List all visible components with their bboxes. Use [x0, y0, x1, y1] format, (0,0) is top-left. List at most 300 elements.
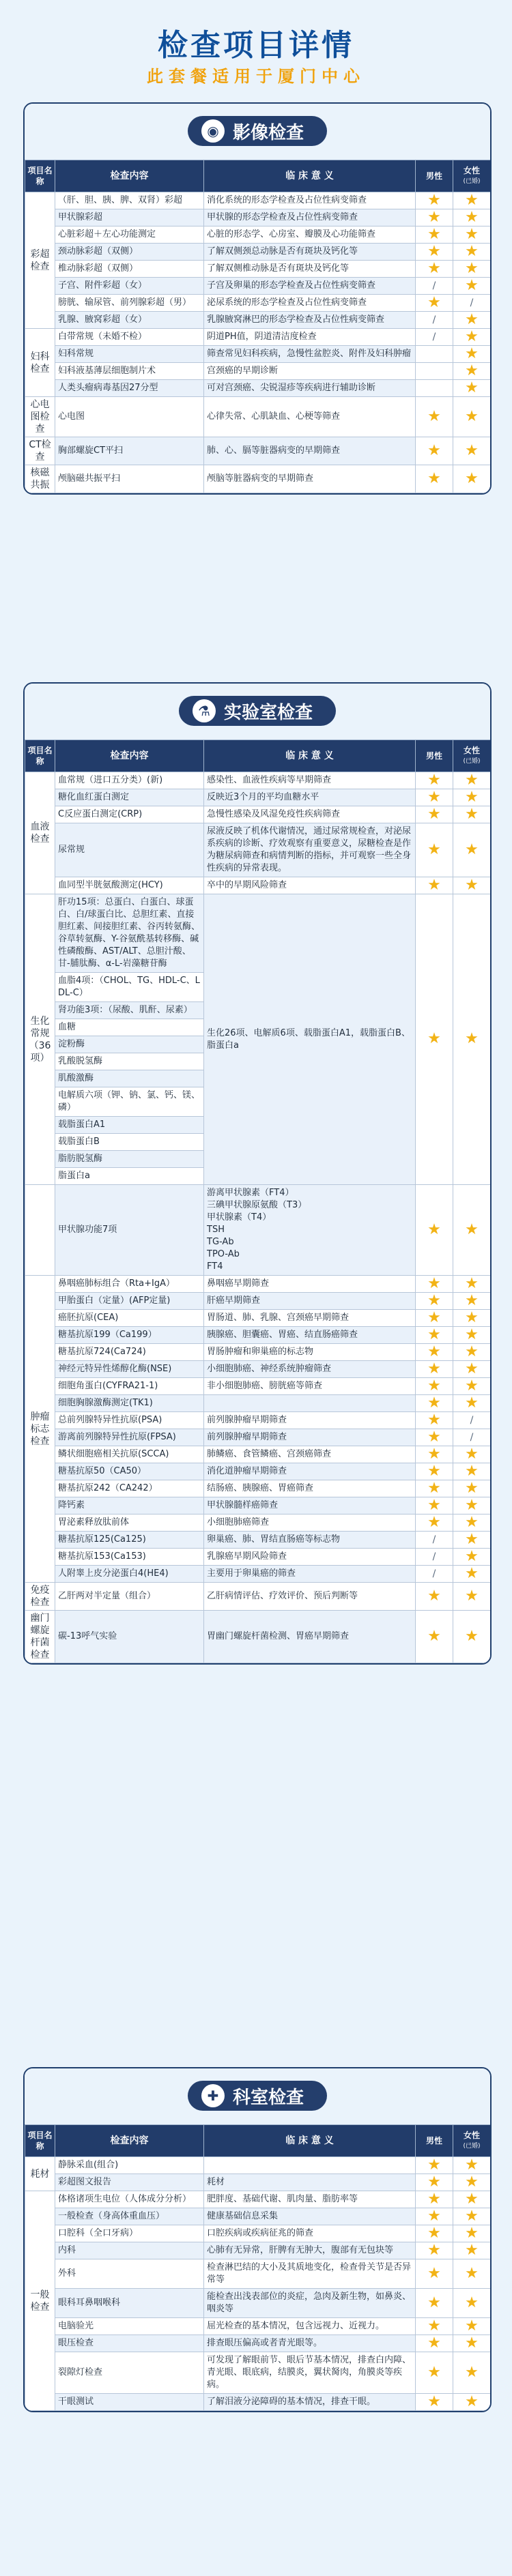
- meaning-cell: 肥胖度、基础代谢、肌肉量、脂肪率等: [204, 2191, 416, 2208]
- table-row: [25, 397, 491, 437]
- star-icon: ★: [465, 1530, 479, 1548]
- meaning-cell: 胃肠道、肺、乳腺、宫颈癌早期筛查: [204, 1310, 416, 1327]
- table-row: [25, 1344, 491, 1361]
- meaning-cell: 胃幽门螺旋杆菌检测、胃癌早期筛查: [204, 1611, 416, 1663]
- section-title: 实验室检查: [223, 702, 313, 723]
- table-row: [25, 1327, 491, 1344]
- star-icon: ★: [427, 1360, 441, 1377]
- table-row: [25, 244, 491, 261]
- department-section: [23, 2067, 492, 2412]
- item-cell: 甲状腺功能7项: [55, 1185, 204, 1276]
- star-icon: ★: [465, 2294, 479, 2311]
- male-mark-cell: [416, 1185, 453, 1276]
- table-header: [25, 160, 491, 192]
- male-mark-cell: [416, 2335, 453, 2352]
- item-cell: 乙肝两对半定量（组合）: [55, 1583, 204, 1611]
- star-icon: ★: [465, 1377, 479, 1394]
- star-icon: ★: [465, 2190, 479, 2208]
- table-row: [25, 894, 491, 973]
- table-row: [25, 2259, 491, 2289]
- table-row: [25, 261, 491, 278]
- male-mark-cell: [416, 465, 453, 493]
- star-icon: ★: [465, 327, 479, 345]
- star-icon: ★: [465, 1479, 479, 1497]
- star-icon: ★: [427, 1462, 441, 1480]
- page-header: [0, 0, 512, 96]
- star-icon: ★: [465, 1445, 479, 1463]
- female-mark-cell: [453, 295, 491, 312]
- category-cell: 妇科检查: [25, 329, 55, 397]
- table-row: [25, 346, 491, 363]
- item-cell: 淀粉酶: [55, 1036, 204, 1053]
- male-mark-cell: [416, 2259, 453, 2289]
- star-icon: ★: [465, 788, 479, 806]
- star-icon: ★: [465, 2363, 479, 2381]
- female-mark-cell: [453, 1583, 491, 1611]
- male-mark-cell: [416, 789, 453, 806]
- meaning-cell: 卒中的早期风险筛查: [204, 877, 416, 894]
- table-row: [25, 2191, 491, 2208]
- item-cell: 人附睾上皮分泌蛋白4(HE4): [55, 1566, 204, 1583]
- table-row: [25, 1566, 491, 1583]
- star-icon: ★: [465, 191, 479, 209]
- female-mark-cell: [453, 437, 491, 465]
- table-row: [25, 329, 491, 346]
- female-mark-cell: [453, 2157, 491, 2174]
- table-row: [25, 295, 491, 312]
- category-cell: 血液检查: [25, 772, 55, 894]
- star-icon: ★: [465, 242, 479, 260]
- col-meaning: 临 床 意 义: [204, 2125, 416, 2157]
- col-category: 项目名称: [25, 740, 55, 772]
- meaning-cell: 前列腺肿瘤早期筛查: [204, 1429, 416, 1446]
- table-body: [25, 2157, 491, 2411]
- item-cell: 颈动脉彩超（双侧）: [55, 244, 204, 261]
- col-male: 男性: [416, 2125, 453, 2157]
- item-cell: 脂蛋白a: [55, 1168, 204, 1185]
- medical-cross-icon: ✚: [201, 2084, 225, 2107]
- item-cell: 裂隙灯检查: [55, 2352, 204, 2394]
- item-cell: 细胞胸腺激酶测定(TK1): [55, 1395, 204, 1412]
- star-icon: ★: [427, 876, 441, 894]
- male-mark-cell: [416, 2174, 453, 2191]
- category-cell: 一般检查: [25, 2191, 55, 2411]
- female-mark-cell: [453, 363, 491, 380]
- star-icon: ★: [465, 310, 479, 328]
- item-cell: 肝功15项：总蛋白、白蛋白、球蛋白、白/球蛋白比、总胆红素、直接胆红素、间接胆红素、谷丙转氨酶、谷草转氨酶、Y-谷氨酰基转移酶、碱性磷酸酶、AST/ALT、总胆汁酸、甘-脯肽酶、α-L-岩藻糖苷酶: [55, 894, 204, 973]
- star-icon: ★: [465, 2207, 479, 2225]
- category-cell: 生化常规（36项）: [25, 894, 55, 1185]
- category-cell: 核磁共振: [25, 465, 55, 493]
- male-mark-cell: [416, 1327, 453, 1344]
- star-icon: ★: [465, 1291, 479, 1309]
- section-title: 影像检查: [232, 122, 304, 143]
- meaning-cell: 胃肠肿瘤和卵巢癌的标志物: [204, 1344, 416, 1361]
- table-row: [25, 1412, 491, 1429]
- meaning-cell: 屈光检查的基本情况，包含远视力、近视力。: [204, 2318, 416, 2335]
- table-row: [25, 2208, 491, 2225]
- star-icon: ★: [427, 1428, 441, 1446]
- star-icon: ★: [465, 225, 479, 243]
- item-cell: 甲胎蛋白（定量）(AFP定量): [55, 1293, 204, 1310]
- female-mark-cell: [453, 2259, 491, 2289]
- table-body: [25, 192, 491, 493]
- meaning-cell: 口腔疾病或疾病征兆的筛查: [204, 2225, 416, 2242]
- item-cell: 静脉采血(组合): [55, 2157, 204, 2174]
- star-icon: ★: [427, 771, 441, 789]
- star-icon: ★: [465, 1513, 479, 1531]
- meaning-cell: 健康基础信息采集: [204, 2208, 416, 2225]
- item-cell: 乳酸脱氢酶: [55, 1053, 204, 1070]
- male-mark-cell: [416, 894, 453, 1185]
- star-icon: ★: [427, 469, 441, 487]
- item-cell: 碳-13呼气实验: [55, 1611, 204, 1663]
- meaning-cell: 感染性、血液性疾病等早期筛查: [204, 772, 416, 789]
- meaning-cell: 生化26项、电解质6项、载脂蛋白A1，载脂蛋白B、脂蛋白a: [204, 894, 416, 1185]
- star-icon: ★: [465, 1564, 479, 1582]
- star-icon: ★: [427, 1513, 441, 1531]
- item-cell: 内科: [55, 2242, 204, 2259]
- item-cell: 颅脑磁共振平扫: [55, 465, 204, 493]
- star-icon: ★: [465, 1308, 479, 1326]
- male-mark-cell: [416, 772, 453, 789]
- star-icon: ★: [465, 1627, 479, 1645]
- female-mark-cell: [453, 823, 491, 877]
- male-mark-cell: [416, 1361, 453, 1378]
- section-title-pill: [188, 116, 327, 146]
- female-mark-cell: [453, 1276, 491, 1293]
- star-icon: ★: [427, 2317, 441, 2334]
- female-mark-cell: [453, 397, 491, 437]
- star-icon: ★: [465, 276, 479, 294]
- meaning-cell: 心肺有无异常，肝脾有无肿大，腹部有无包块等: [204, 2242, 416, 2259]
- table-row: [25, 209, 491, 226]
- col-female-note: (已婚): [463, 758, 481, 765]
- male-mark-cell: [416, 437, 453, 465]
- exam-table: [25, 160, 491, 493]
- category-cell: CT检查: [25, 437, 55, 465]
- header-row: [25, 740, 491, 772]
- slash-mark: /: [432, 1551, 436, 1562]
- star-icon: ★: [427, 208, 441, 226]
- star-icon: ★: [427, 2156, 441, 2174]
- meaning-cell: 鼻咽癌早期筛查: [204, 1276, 416, 1293]
- table-row: [25, 1293, 491, 1310]
- section-header: [25, 2068, 490, 2124]
- female-mark-cell: [453, 1310, 491, 1327]
- meaning-cell: 能检查出浅表部位的炎症，急肉及新生物，如鼻炎、咽炎等: [204, 2289, 416, 2318]
- table-row: [25, 1463, 491, 1480]
- meaning-cell: 非小细胞肺癌、膀胱癌等筛查: [204, 1378, 416, 1395]
- star-icon: ★: [465, 840, 479, 858]
- star-icon: ★: [465, 771, 479, 789]
- male-mark-cell: [416, 2208, 453, 2225]
- meaning-cell: 小细胞肺癌筛查: [204, 1514, 416, 1532]
- meaning-cell: 心律失常、心肌缺血、心梗等筛查: [204, 397, 416, 437]
- col-meaning: 临 床 意 义: [204, 740, 416, 772]
- item-cell: 糖基抗原50（CA50）: [55, 1463, 204, 1480]
- male-mark-cell: [416, 1583, 453, 1611]
- table-row: [25, 1532, 491, 1549]
- star-icon: ★: [427, 2294, 441, 2311]
- male-mark-cell: [416, 1378, 453, 1395]
- male-mark-cell: [416, 1549, 453, 1566]
- female-mark-cell: [453, 877, 491, 894]
- meaning-cell: 检查淋巴结的大小及其质地变化，检查骨关节是否异常等: [204, 2259, 416, 2289]
- female-mark-cell: [453, 1361, 491, 1378]
- table-row: [25, 226, 491, 244]
- table-row: [25, 2394, 491, 2411]
- meaning-cell: 卵巢癌、肺、胃结直肠癌等标志物: [204, 1532, 416, 1549]
- item-cell: （肝、胆、胰、脾、双肾）彩超: [55, 192, 204, 209]
- star-icon: ★: [465, 469, 479, 487]
- table-row: [25, 192, 491, 209]
- table-row: [25, 363, 491, 380]
- page-title: 检查项目详情: [158, 28, 354, 63]
- table-row: [25, 877, 491, 894]
- col-category: 项目名称: [25, 2125, 55, 2157]
- table-row: [25, 465, 491, 493]
- header-row: [25, 2125, 491, 2157]
- item-cell: 肾功能3项：（尿酸、肌酐、尿素）: [55, 1002, 204, 1019]
- star-icon: ★: [427, 805, 441, 823]
- female-mark-cell: [453, 1566, 491, 1583]
- slash-mark: /: [470, 1414, 474, 1426]
- item-cell: 癌胚抗原(CEA): [55, 1310, 204, 1327]
- table-row: [25, 1514, 491, 1532]
- meaning-cell: 消化系统的形态学检查及占位性病变筛查: [204, 192, 416, 209]
- meaning-cell: 乙肝病情评估、疗效评价、预后判断等: [204, 1583, 416, 1611]
- star-icon: ★: [427, 259, 441, 277]
- col-female-label: 女性: [463, 2131, 480, 2140]
- meaning-cell: 乳腺癌早期风险筛查: [204, 1549, 416, 1566]
- male-mark-cell: [416, 1276, 453, 1293]
- item-cell: 尿常规: [55, 823, 204, 877]
- item-cell: 糖基抗原199（Ca199）: [55, 1327, 204, 1344]
- meaning-cell: 阴道PH值，阴道清洁度检查: [204, 329, 416, 346]
- star-icon: ★: [465, 2334, 479, 2352]
- female-mark-cell: [453, 1344, 491, 1361]
- female-mark-cell: [453, 226, 491, 244]
- meaning-cell: 反映近3个月的平均血糖水平: [204, 789, 416, 806]
- female-mark-cell: [453, 2208, 491, 2225]
- male-mark-cell: [416, 1514, 453, 1532]
- item-cell: 妇科常规: [55, 346, 204, 363]
- star-icon: ★: [465, 2317, 479, 2334]
- female-mark-cell: [453, 329, 491, 346]
- star-icon: ★: [427, 1274, 441, 1292]
- male-mark-cell: [416, 209, 453, 226]
- col-female: [453, 740, 491, 772]
- female-mark-cell: [453, 2225, 491, 2242]
- meaning-cell: 主要用于卵巢癌的筛查: [204, 1566, 416, 1583]
- meaning-cell: 耗材: [204, 2174, 416, 2191]
- meaning-cell: 乳腺腋窝淋巴的形态学检查及占位性病变筛查: [204, 312, 416, 329]
- star-icon: ★: [427, 242, 441, 260]
- male-mark-cell: [416, 2394, 453, 2411]
- table-row: [25, 2352, 491, 2394]
- category-cell: 心电图检查: [25, 397, 55, 437]
- table-row: [25, 1446, 491, 1463]
- slash-mark: /: [432, 314, 436, 325]
- star-icon: ★: [465, 805, 479, 823]
- male-mark-cell: [416, 1566, 453, 1583]
- meaning-cell: 消化道肿瘤早期筛查: [204, 1463, 416, 1480]
- star-icon: ★: [465, 362, 479, 379]
- item-cell: 肌酸激酶: [55, 1070, 204, 1087]
- col-male: 男性: [416, 740, 453, 772]
- item-cell: 乳腺、腋窝彩超（女）: [55, 312, 204, 329]
- page-subtitle: 此套餐适用于厦门中心: [147, 67, 365, 86]
- col-item: 检查内容: [55, 740, 204, 772]
- table-row: [25, 2289, 491, 2318]
- item-cell: 游离前列腺特异性抗原(FPSA): [55, 1429, 204, 1446]
- item-cell: 糖基抗原153(Ca153): [55, 1549, 204, 1566]
- item-cell: 鳞状细胞癌相关抗原(SCCA): [55, 1446, 204, 1463]
- female-mark-cell: [453, 465, 491, 493]
- table-row: [25, 1583, 491, 1611]
- table-row: [25, 1395, 491, 1412]
- meaning-cell: 颅脑等脏器病变的早期筛查: [204, 465, 416, 493]
- table-row: [25, 1276, 491, 1293]
- male-mark-cell: [416, 823, 453, 877]
- star-icon: ★: [465, 1326, 479, 1343]
- item-cell: 糖基抗原724(Ca724): [55, 1344, 204, 1361]
- slash-mark: /: [432, 1534, 436, 1545]
- table-header: [25, 2125, 491, 2157]
- female-mark-cell: [453, 346, 491, 363]
- star-icon: ★: [465, 2224, 479, 2242]
- table-row: [25, 380, 491, 397]
- female-mark-cell: [453, 192, 491, 209]
- meaning-cell: [204, 2157, 416, 2174]
- item-cell: 甲状腺彩超: [55, 209, 204, 226]
- meaning-cell: 排查眼压偏高或者青光眼等。: [204, 2335, 416, 2352]
- col-item: 检查内容: [55, 2125, 204, 2157]
- table-row: [25, 278, 491, 295]
- male-mark-cell: [416, 346, 453, 363]
- col-item: 检查内容: [55, 160, 204, 192]
- female-mark-cell: [453, 261, 491, 278]
- male-mark-cell: [416, 2318, 453, 2335]
- star-icon: ★: [465, 1394, 479, 1411]
- table-row: [25, 437, 491, 465]
- table-row: [25, 1611, 491, 1663]
- item-cell: 电脑验光: [55, 2318, 204, 2335]
- male-mark-cell: [416, 1344, 453, 1361]
- star-icon: ★: [427, 2224, 441, 2242]
- col-female-label: 女性: [463, 166, 480, 175]
- col-category: 项目名称: [25, 160, 55, 192]
- star-icon: ★: [427, 1411, 441, 1429]
- male-mark-cell: [416, 2191, 453, 2208]
- star-icon: ★: [465, 1274, 479, 1292]
- section-header: [25, 684, 490, 740]
- exam-table: [25, 2124, 491, 2411]
- female-mark-cell: [453, 1480, 491, 1497]
- female-mark-cell: [453, 380, 491, 397]
- category-cell: 彩超检查: [25, 192, 55, 329]
- col-female: [453, 160, 491, 192]
- item-cell: 糖基抗原125(Ca125): [55, 1532, 204, 1549]
- col-female-note: (已婚): [463, 178, 481, 185]
- female-mark-cell: [453, 2352, 491, 2394]
- male-mark-cell: [416, 877, 453, 894]
- table-row: [25, 2335, 491, 2352]
- female-mark-cell: [453, 1429, 491, 1446]
- star-icon: ★: [427, 441, 441, 459]
- table-row: [25, 1480, 491, 1497]
- meaning-cell: 肺、心、膈等脏器病变的早期筛查: [204, 437, 416, 465]
- camera-icon: ◉: [201, 119, 225, 143]
- meaning-cell: 了解双侧椎动脉是否有斑块及钙化等: [204, 261, 416, 278]
- star-icon: ★: [427, 2173, 441, 2191]
- star-icon: ★: [465, 259, 479, 277]
- item-cell: 眼科耳鼻咽喉科: [55, 2289, 204, 2318]
- male-mark-cell: [416, 1446, 453, 1463]
- table-row: [25, 1429, 491, 1446]
- male-mark-cell: [416, 1497, 453, 1514]
- table-row: [25, 2318, 491, 2335]
- item-cell: 血同型半胱氨酸测定(HCY): [55, 877, 204, 894]
- section-header: [25, 104, 490, 160]
- male-mark-cell: [416, 397, 453, 437]
- male-mark-cell: [416, 806, 453, 823]
- meaning-cell: [204, 1395, 416, 1412]
- male-mark-cell: [416, 192, 453, 209]
- meaning-cell: 胰腺癌、胆囊癌、胃癌、结直肠癌筛查: [204, 1327, 416, 1344]
- male-mark-cell: [416, 278, 453, 295]
- slash-mark: /: [432, 280, 436, 291]
- table-row: [25, 2225, 491, 2242]
- table-row: [25, 806, 491, 823]
- item-cell: 子宫、附件彩超（女）: [55, 278, 204, 295]
- table-body: [25, 772, 491, 1663]
- table-row: [25, 1497, 491, 1514]
- male-mark-cell: [416, 1463, 453, 1480]
- star-icon: ★: [427, 1479, 441, 1497]
- star-icon: ★: [427, 1030, 441, 1047]
- male-mark-cell: [416, 1532, 453, 1549]
- male-mark-cell: [416, 295, 453, 312]
- star-icon: ★: [427, 1326, 441, 1343]
- male-mark-cell: [416, 329, 453, 346]
- star-icon: ★: [427, 2363, 441, 2381]
- male-mark-cell: [416, 2289, 453, 2318]
- meaning-cell: 筛查常见妇科疾病，急慢性盆腔炎、附件及妇科肿瘤: [204, 346, 416, 363]
- star-icon: ★: [465, 2264, 479, 2282]
- microscope-icon: ⚗: [193, 699, 216, 722]
- item-cell: 脂肪脱氢酶: [55, 1151, 204, 1168]
- female-mark-cell: [453, 1327, 491, 1344]
- col-meaning: 临 床 意 义: [204, 160, 416, 192]
- item-cell: 血糖: [55, 1019, 204, 1036]
- female-mark-cell: [453, 1463, 491, 1480]
- star-icon: ★: [465, 1587, 479, 1605]
- item-cell: 人类头瘤病毒基因27分型: [55, 380, 204, 397]
- item-cell: 彩超图文报告: [55, 2174, 204, 2191]
- male-mark-cell: [416, 2242, 453, 2259]
- male-mark-cell: [416, 2225, 453, 2242]
- table-header: [25, 740, 491, 772]
- female-mark-cell: [453, 209, 491, 226]
- star-icon: ★: [427, 1377, 441, 1394]
- female-mark-cell: [453, 1611, 491, 1663]
- item-cell: 心电图: [55, 397, 204, 437]
- meaning-cell: 甲状腺髓样癌筛查: [204, 1497, 416, 1514]
- female-mark-cell: [453, 2191, 491, 2208]
- female-mark-cell: [453, 278, 491, 295]
